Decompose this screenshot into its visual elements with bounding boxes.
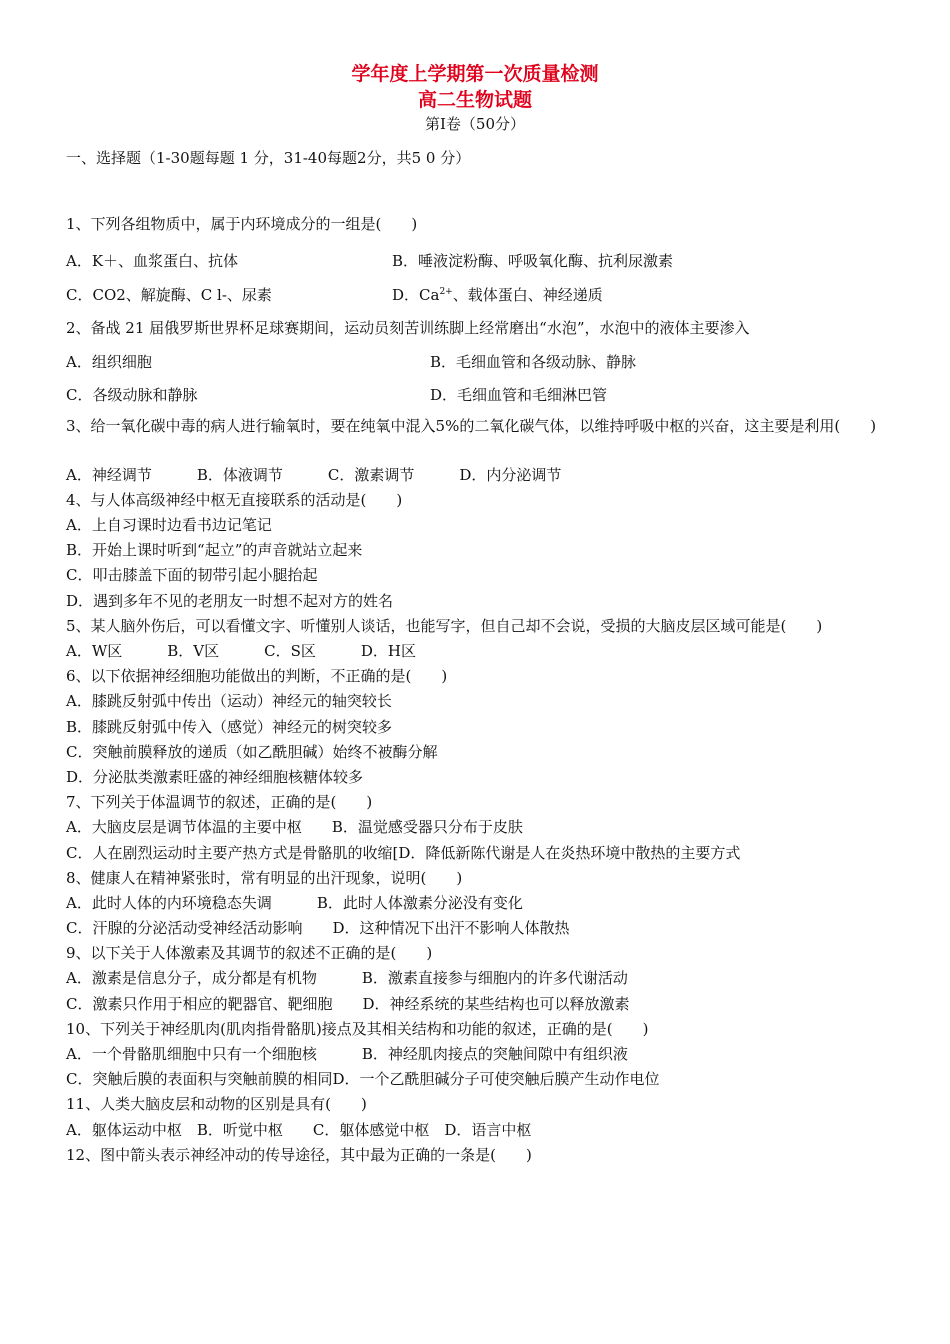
question-6-option-c: C．突触前膜释放的递质（如乙酰胆碱）始终不被酶分解 [66,743,438,761]
question-11-stem: 11、人类大脑皮层和动物的区别是具有( ) [66,1095,367,1113]
exam-title: 学年度上学期第一次质量检测 [351,63,599,85]
section-heading: 一、选择题（1-30题每题 1 分，31-40每题2分，共5 0 分） [66,149,471,167]
volume-label: 第Ⅰ卷（50分） [424,115,525,133]
question-1-option-c: C．CO2、解旋酶、C l-、尿素 [66,286,272,304]
question-2-stem: 2、备战 21 届俄罗斯世界杯足球赛期间，运动员刻苦训练脚上经常磨出“水泡”，水泡中的液体主要渗入 [66,319,750,337]
question-10-options-ab: A．一个骨骼肌细胞中只有一个细胞核 B．神经肌肉接点的突触间隙中有组织液 [66,1045,628,1063]
option-d-suffix: 、载体蛋白、神经递质 [452,286,603,304]
exam-subtitle: 高二生物试题 [417,89,532,111]
question-2-option-b: B．毛细血管和各级动脉、静脉 [430,353,637,371]
question-4-option-d: D．遇到多年不见的老朋友一时想不起对方的姓名 [66,592,394,610]
question-6-option-b: B．膝跳反射弧中传入（感觉）神经元的树突较多 [66,718,393,736]
question-3-stem: 3、给一氧化碳中毒的病人进行输氧时，要在纯氧中混入5%的二氧化碳气体，以维持呼吸中枢的兴奋，这主要是利用( ) [66,417,877,435]
calcium-charge: 2+ [439,287,453,297]
question-4-option-c: C．叩击膝盖下面的韧带引起小腿抬起 [66,566,318,584]
question-7-options-ab: A．大脑皮层是调节体温的主要中枢 B．温觉感受器只分布于皮肤 [66,818,523,836]
question-1-stem: 1、下列各组物质中，属于内环境成分的一组是( ) [66,215,418,233]
question-8-stem: 8、健康人在精神紧张时，常有明显的出汗现象，说明( ) [66,869,463,887]
question-1-option-a: A．K＋、血浆蛋白、抗体 [66,252,239,270]
question-6-option-d: D．分泌肽类激素旺盛的神经细胞核糖体较多 [66,768,364,786]
question-10-stem: 10、下列关于神经肌肉(肌肉指骨骼肌)接点及其相关结构和功能的叙述，正确的是( ) [66,1020,649,1038]
question-7-stem: 7、下列关于体温调节的叙述，正确的是( ) [66,793,373,811]
question-4-option-a: A．上自习课时边看书边记笔记 [66,516,272,534]
question-9-options-cd: C．激素只作用于相应的靶器官、靶细胞 D．神经系统的某些结构也可以释放激素 [66,995,630,1013]
question-3-options: A．神经调节 B．体液调节 C．激素调节 D．内分泌调节 [66,466,562,484]
question-10-options-cd: C．突触后膜的表面积与突触前膜的相同D．一个乙酰胆碱分子可使突触后膜产生动作电位 [66,1070,660,1088]
question-2-option-c: C．各级动脉和静脉 [66,386,198,404]
question-5-stem: 5、某人脑外伤后，可以看懂文字、听懂别人谈话，也能写字，但自己却不会说，受损的大脑皮层区域可能是( ) [66,617,823,635]
question-11-options: A．躯体运动中枢 B．听觉中枢 C．躯体感觉中枢 D．语言中枢 [66,1121,532,1139]
question-1-option-b: B．唾液淀粉酶、呼吸氧化酶、抗利尿激素 [392,252,674,270]
question-6-stem: 6、以下依据神经细胞功能做出的判断，不正确的是( ) [66,667,448,685]
question-8-options-ab: A．此时人体的内环境稳态失调 B．此时人体激素分泌没有变化 [66,894,523,912]
question-4-option-b: B．开始上课时听到“起立”的声音就站立起来 [66,541,363,559]
question-4-stem: 4、与人体高级神经中枢无直接联系的活动是( ) [66,491,403,509]
question-1-option-d [392,285,603,305]
question-9-stem: 9、以下关于人体激素及其调节的叙述不正确的是( ) [66,944,433,962]
question-6-option-a: A．膝跳反射弧中传出（运动）神经元的轴突较长 [66,692,392,710]
question-2-option-d: D．毛细血管和毛细淋巴管 [430,386,608,404]
question-2-option-a: A．组织细胞 [66,353,152,371]
question-12-stem: 12、图中箭头表示神经冲动的传导途径，其中最为正确的一条是( ) [66,1146,532,1164]
question-9-options-ab: A．激素是信息分子，成分都是有机物 B．激素直接参与细胞内的许多代谢活动 [66,969,628,987]
question-7-options-cd: C．人在剧烈运动时主要产热方式是骨骼肌的收缩[D．降低新陈代谢是人在炎热环境中散热的主要方式 [66,844,741,862]
question-5-options: A．W区 B．V区 C．S区 D．H区 [66,642,416,660]
option-d-prefix: D．Ca [392,286,440,304]
question-8-options-cd: C．汗腺的分泌活动受神经活动影响 D．这种情况下出汗不影响人体散热 [66,919,570,937]
